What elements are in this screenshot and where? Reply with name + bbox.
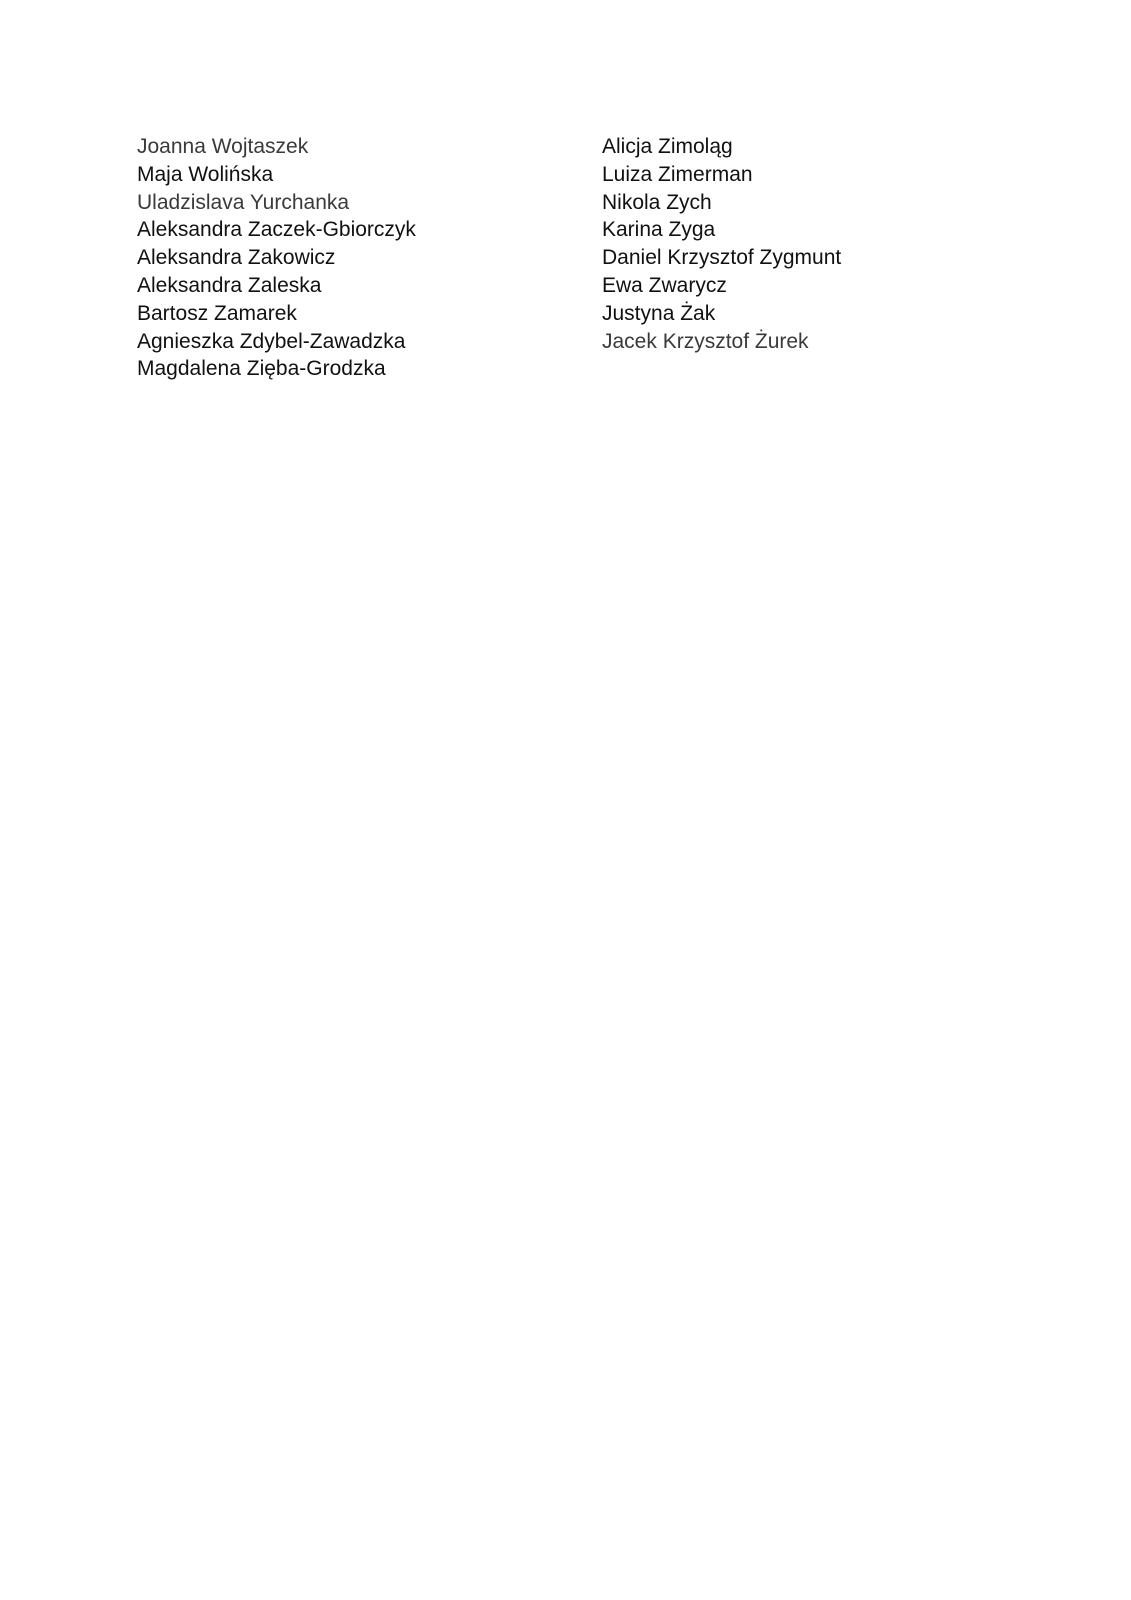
list-item: Aleksandra Zaleska	[137, 273, 322, 297]
list-item: Uladzislava Yurchanka	[137, 190, 350, 214]
name-list-left	[137, 133, 577, 383]
list-item: Joanna Wojtaszek	[137, 135, 309, 158]
list-item: Magdalena Zięba-Grodzka	[137, 357, 386, 381]
list-item: Aleksandra Zaczek-Gbiorczyk	[137, 218, 416, 242]
list-item: Justyna Żak	[602, 301, 716, 325]
name-list-right	[602, 133, 1042, 355]
list-item: Bartosz Zamarek	[137, 301, 297, 325]
list-item: Daniel Krzysztof Zygmunt	[602, 246, 842, 270]
list-item: Aleksandra Zakowicz	[137, 246, 336, 270]
list-item: Luiza Zimerman	[602, 162, 753, 186]
list-item: Ewa Zwarycz	[602, 273, 727, 297]
list-item: Karina Zyga	[602, 218, 716, 242]
list-item: Agnieszka Zdybel-Zawadzka	[137, 329, 406, 353]
list-item: Alicja Zimoląg	[602, 135, 733, 158]
list-item: Jacek Krzysztof Żurek	[602, 329, 809, 353]
list-item: Maja Wolińska	[137, 162, 274, 186]
list-item: Nikola Zych	[602, 190, 712, 214]
